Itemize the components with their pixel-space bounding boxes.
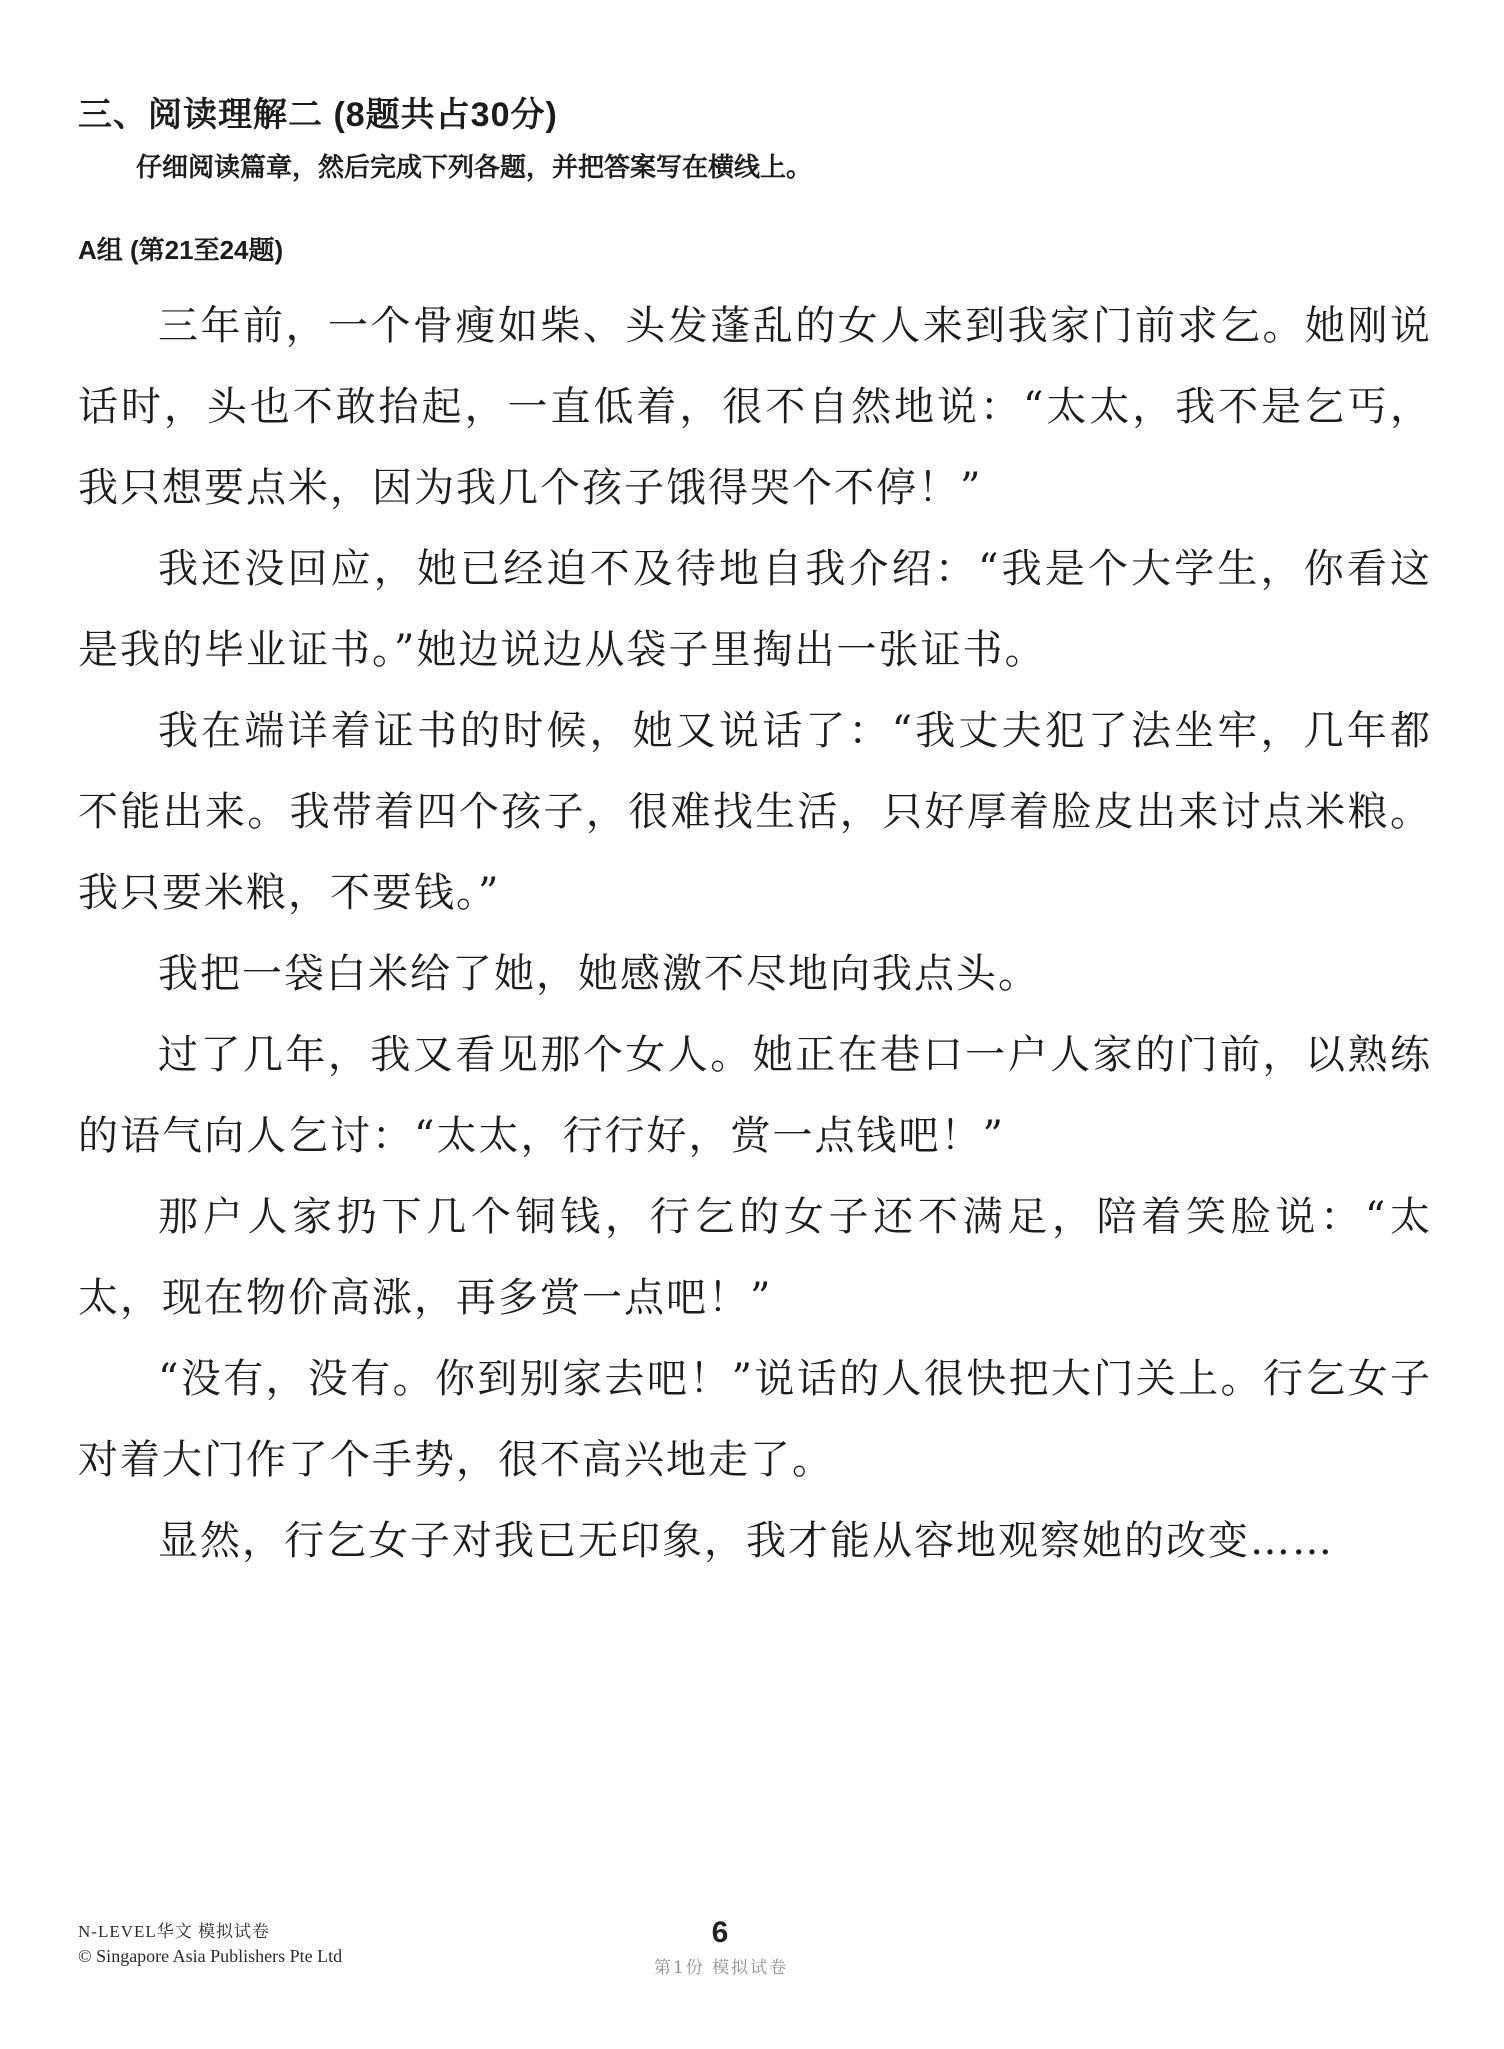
passage-paragraph: 三年前，一个骨瘦如柴、头发蓬乱的女人来到我家门前求乞。她刚说话时，头也不敢抬起，一直低着，很不自然地说：“太太，我不是乞丐，我只想要点米，因为我几个孩子饿得哭个不停！” — [78, 303, 1432, 512]
passage-paragraph: 显然，行乞女子对我已无印象，我才能从容地观察她的改变…… — [158, 1518, 1334, 1565]
passage-paragraph: 过了几年，我又看见那个女人。她正在巷口一户人家的门前，以熟练的语气向人乞讨：“太太，行行好，赏一点钱吧！” — [78, 1032, 1432, 1160]
passage-paragraph: 我还没回应，她已经迫不及待地自我介绍：“我是个大学生，你看这是我的毕业证书。”她边说边从袋子里掏出一张证书。 — [78, 546, 1432, 674]
instruction-text: 仔细阅读篇章，然后完成下列各题，并把答案写在横线上。 — [136, 151, 813, 182]
passage-paragraph: 我在端详着证书的时候，她又说话了：“我丈夫犯了法坐牢，几年都不能出来。我带着四个孩子，很难找生活，只好厚着脸皮出来讨点米粮。我只要米粮，不要钱。” — [78, 708, 1432, 917]
section-title: 三、阅读理解二 (8题共占30分) — [78, 96, 558, 134]
footer-note: 第1份 模拟试卷 — [653, 1958, 789, 1978]
reading-passage — [78, 286, 1432, 1582]
page-number: 6 — [711, 1916, 729, 1949]
footer-copyright: © Singapore Asia Publishers Pte Ltd — [78, 1945, 343, 1966]
footer-series-title: N-LEVEL华文 模拟试卷 — [78, 1922, 271, 1941]
passage-paragraph: 那户人家扔下几个铜钱，行乞的女子还不满足，陪着笑脸说：“太太，现在物价高涨，再多赏一点吧！” — [78, 1194, 1432, 1322]
passage-paragraph: “没有，没有。你到别家去吧！”说话的人很快把大门关上。行乞女子对着大门作了个手势，很不高兴地走了。 — [78, 1356, 1432, 1484]
group-label: A组 (第21至24题) — [78, 234, 284, 265]
passage-paragraph: 我把一袋白米给了她，她感激不尽地向我点头。 — [158, 951, 1040, 998]
